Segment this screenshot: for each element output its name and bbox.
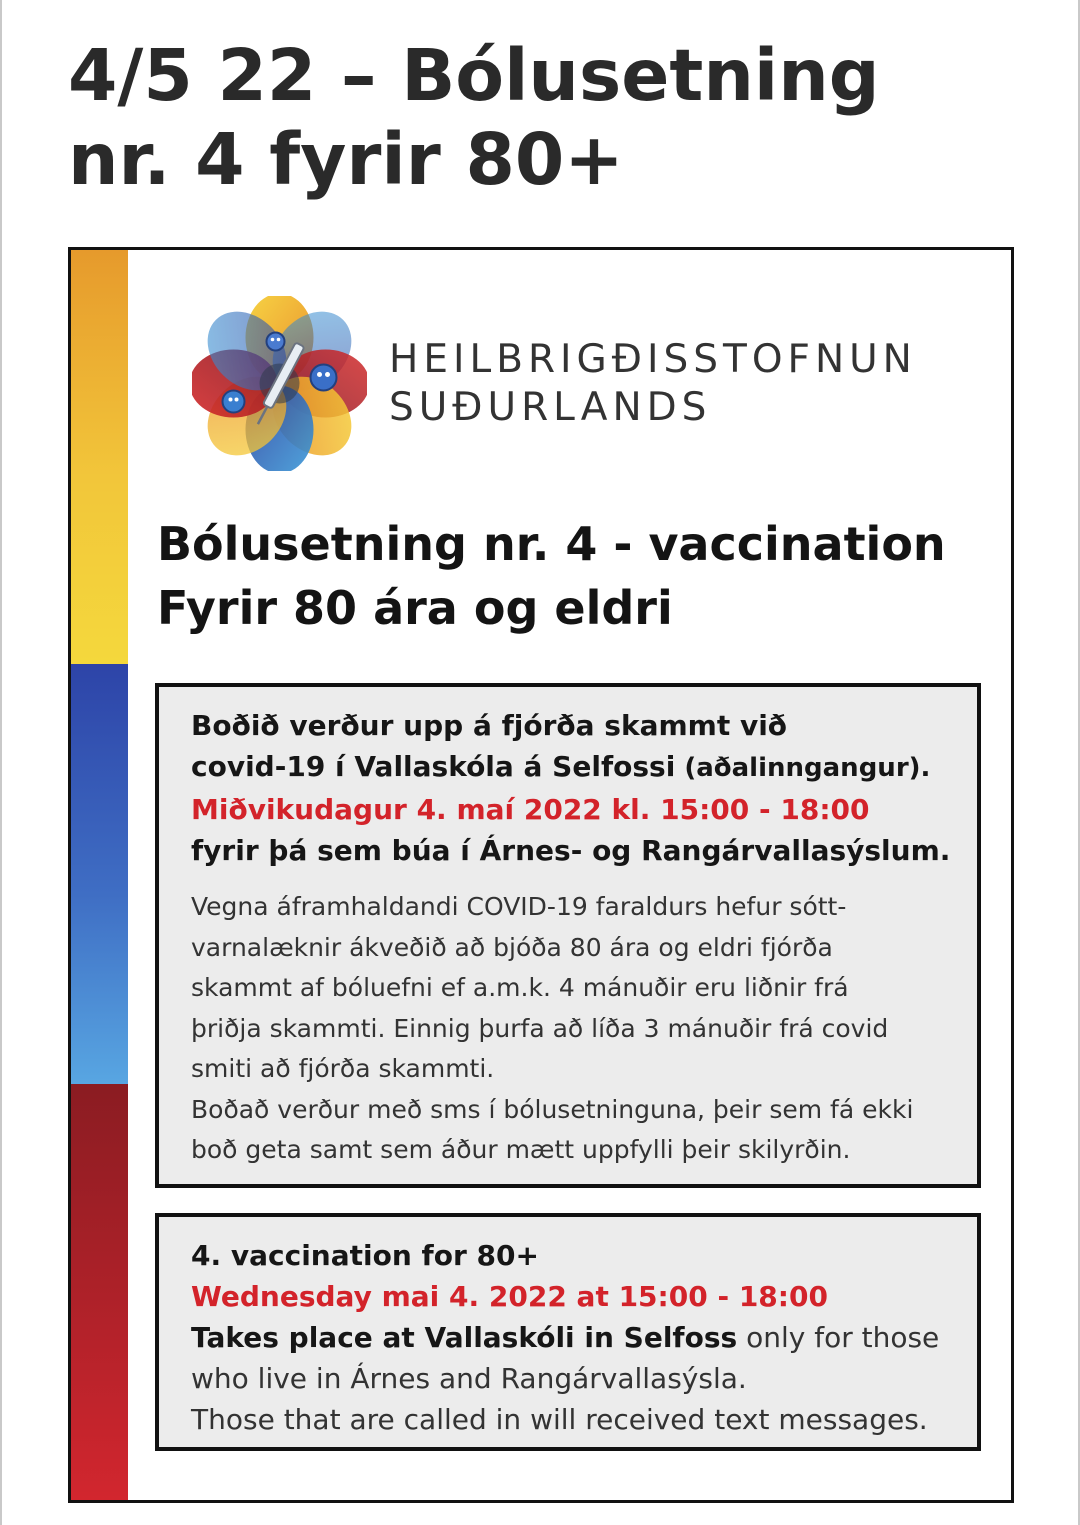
org-name xyxy=(389,336,917,432)
vaccination-poster xyxy=(68,247,1014,1503)
page-title-line1: 4/5 22 – Bólusetning xyxy=(68,34,880,117)
body-line: boð geta samt sem áður mætt uppfylli þeir skilyrðin. xyxy=(191,1135,851,1164)
english-line1: 4. vaccination for 80+ xyxy=(191,1239,539,1272)
icelandic-body-text xyxy=(191,887,977,1171)
icelandic-date-line: Miðvikudagur 4. maí 2022 kl. 15:00 - 18:00 xyxy=(191,793,870,826)
english-line5: Those that are called in will received text messages. xyxy=(191,1403,928,1436)
poster-heading xyxy=(157,512,997,640)
color-bar-blue xyxy=(71,664,128,1084)
body-line: Boðað verður með sms í bólusetninguna, þeir sem fá ekki xyxy=(191,1094,914,1124)
english-date-line: Wednesday mai 4. 2022 at 15:00 - 18:00 xyxy=(191,1280,828,1313)
body-line: smiti að fjórða skammti. xyxy=(191,1054,495,1083)
org-name-line2: SUÐURLANDS xyxy=(389,385,712,430)
icelandic-line2 xyxy=(191,746,977,789)
poster-heading-line2: Fyrir 80 ára og eldri xyxy=(157,581,673,635)
icelandic-location: covid-19 í Vallaskóla á Selfossi xyxy=(191,750,676,783)
english-line3-rest: only for those xyxy=(737,1321,940,1354)
page-edge-left xyxy=(0,0,2,1525)
icelandic-entrance-note: (aðalinngangur). xyxy=(675,753,931,783)
flower-virus-syringe-logo-icon xyxy=(192,296,367,471)
page-title-line2: nr. 4 fyrir 80+ xyxy=(68,118,624,201)
icelandic-audience-line: fyrir þá sem búa í Árnes- og Rangárvallasýslum. xyxy=(191,834,951,867)
org-name-line1: HEILBRIGÐISSTOFNUN xyxy=(389,337,917,382)
poster-color-bar xyxy=(71,250,128,1500)
english-info-box xyxy=(155,1213,981,1451)
body-line: varnalæknir ákveðið að bjóða 80 ára og eldri fjórða xyxy=(191,932,833,962)
page-title xyxy=(68,34,1028,202)
color-bar-yellow xyxy=(71,250,128,664)
poster-heading-line1: Bólusetning nr. 4 - vaccination xyxy=(157,517,946,571)
icelandic-line1: Boðið verður upp á fjórða skammt við xyxy=(191,709,788,742)
english-line3 xyxy=(191,1317,977,1358)
english-location: Takes place at Vallaskóli in Selfoss xyxy=(191,1321,738,1354)
icelandic-info-box xyxy=(155,683,981,1188)
body-line: þriðja skammti. Einnig þurfa að líða 3 mánuðir frá covid xyxy=(191,1013,889,1043)
color-bar-red xyxy=(71,1084,128,1500)
english-line4: who live in Árnes and Rangárvallasýsla. xyxy=(191,1362,747,1395)
body-line: skammt af bóluefni ef a.m.k. 4 mánuðir eru liðnir frá xyxy=(191,973,849,1002)
body-line: Vegna áframhaldandi COVID-19 faraldurs hefur sótt- xyxy=(191,892,847,921)
